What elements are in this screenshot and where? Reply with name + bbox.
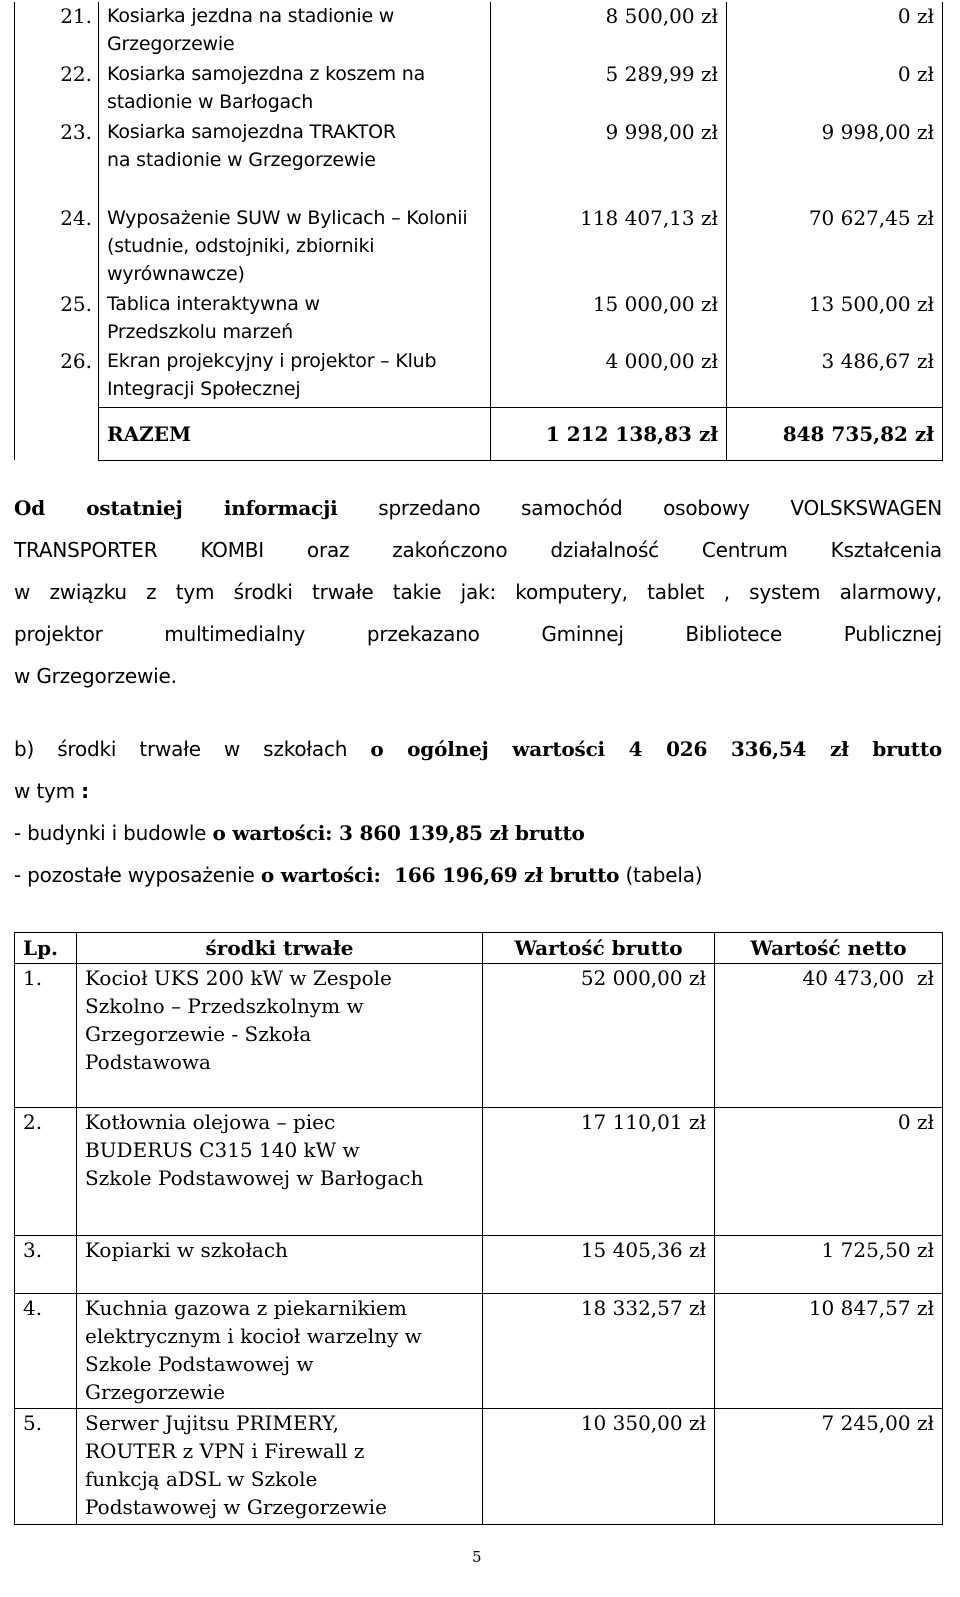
gross-value: 4 000,00 zł	[491, 347, 727, 407]
table-row	[15, 1409, 943, 1525]
total-blank-cell	[15, 407, 99, 460]
net-value: 40 473,00 zł	[715, 964, 943, 1108]
asset-name: Serwer Jujitsu PRIMERY, ROUTER z VPN i Firewall z funkcją aDSL w Szkole Podstawowej w Grzegorzewie	[77, 1409, 483, 1525]
summary-wtym-plain: w tym	[14, 779, 75, 803]
table-row	[15, 1294, 943, 1409]
total-gross: 1 212 138,83 zł	[491, 407, 727, 460]
gross-value: 8 500,00 zł	[491, 2, 727, 60]
gross-value: 18 332,57 zł	[483, 1294, 715, 1409]
net-value: 1 725,50 zł	[715, 1236, 943, 1294]
table-row	[15, 1236, 943, 1294]
gross-value: 52 000,00 zł	[483, 964, 715, 1108]
table-row	[15, 964, 943, 1108]
summary-wtym	[14, 770, 942, 812]
total-row	[15, 407, 943, 460]
table-row	[15, 347, 943, 407]
paragraph-line-2: TRANSPORTER KOMBI oraz zakończono działalność Centrum Kształcenia	[14, 538, 942, 562]
row-number: 24.	[15, 204, 99, 290]
gross-value: 5 289,99 zł	[491, 60, 727, 118]
summary-intro-plain: b) środki trwałe w szkołach	[14, 737, 348, 761]
asset-name: Kosiarka samojezdna TRAKTOR na stadionie w Grzegorzewie	[99, 118, 491, 204]
row-number: 3.	[15, 1236, 77, 1294]
summary-equipment-plain: - pozostałe wyposażenie	[14, 863, 255, 887]
net-value: 70 627,45 zł	[727, 204, 943, 290]
table-row	[15, 1108, 943, 1236]
asset-name: Kocioł UKS 200 kW w Zespole Szkolno – Przedszkolnym w Grzegorzewie - Szkoła Podstawowa	[77, 964, 483, 1108]
paragraph-line-1: sprzedano samochód osobowy VOLSKSWAGEN	[378, 496, 942, 520]
summary-equipment-value: o wartości: 166 196,69 zł brutto	[260, 863, 620, 887]
gross-value: 15 405,36 zł	[483, 1236, 715, 1294]
asset-name: Wyposażenie SUW w Bylicach – Kolonii (studnie, odstojniki, zbiorniki wyrównawcze)	[99, 204, 491, 290]
asset-name: Kotłownia olejowa – piec BUDERUS C315 140 kW w Szkole Podstawowej w Barłogach	[77, 1108, 483, 1236]
table-row	[15, 60, 943, 118]
sale-info-paragraph	[14, 487, 942, 697]
row-number: 25.	[15, 290, 99, 347]
header-lp: Lp.	[15, 933, 77, 964]
row-number: 1.	[15, 964, 77, 1108]
asset-name: Kosiarka jezdna na stadionie w Grzegorzewie	[99, 2, 491, 60]
net-value: 0 zł	[727, 2, 943, 60]
summary-equipment	[14, 854, 942, 896]
paragraph-line	[14, 487, 942, 529]
row-number: 23.	[15, 118, 99, 204]
summary-equipment-tail: (tabela)	[625, 863, 703, 887]
paragraph-line-4: projektor multimedialny przekazano Gminnej Bibliotece Publicznej	[14, 622, 942, 646]
asset-name: Kopiarki w szkołach	[77, 1236, 483, 1294]
paragraph-bold-lead: Od ostatniej informacji	[14, 496, 338, 520]
table-row	[15, 118, 943, 204]
gross-value: 15 000,00 zł	[491, 290, 727, 347]
assets-table-continued	[14, 2, 943, 461]
row-number: 2.	[15, 1108, 77, 1236]
summary-buildings	[14, 812, 942, 854]
asset-name: Ekran projekcyjny i projektor – Klub Integracji Społecznej	[99, 347, 491, 407]
gross-value: 17 110,01 zł	[483, 1108, 715, 1236]
summary-intro	[14, 728, 942, 770]
gross-value: 9 998,00 zł	[491, 118, 727, 204]
summary-buildings-value: o wartości: 3 860 139,85 zł brutto	[212, 821, 585, 845]
asset-name: Kosiarka samojezdna z koszem na stadionie w Barłogach	[99, 60, 491, 118]
gross-value: 10 350,00 zł	[483, 1409, 715, 1525]
gross-value: 118 407,13 zł	[491, 204, 727, 290]
net-value: 0 zł	[715, 1108, 943, 1236]
summary-total-value: o ogólnej wartości 4 026 336,54 zł brutto	[370, 737, 942, 761]
row-number: 5.	[15, 1409, 77, 1525]
net-value: 0 zł	[727, 60, 943, 118]
net-value: 10 847,57 zł	[715, 1294, 943, 1409]
total-label: RAZEM	[99, 407, 491, 460]
net-value: 7 245,00 zł	[715, 1409, 943, 1525]
row-number: 4.	[15, 1294, 77, 1409]
row-number: 21.	[15, 2, 99, 60]
page-number: 5	[472, 1548, 482, 1566]
net-value: 9 998,00 zł	[727, 118, 943, 204]
header-gross-value: Wartość brutto	[483, 933, 715, 964]
summary-wtym-colon: :	[81, 779, 89, 803]
asset-name: Tablica interaktywna w Przedszkolu marzeń	[99, 290, 491, 347]
row-number: 26.	[15, 347, 99, 407]
paragraph-line-5: w Grzegorzewie.	[14, 664, 177, 688]
asset-name: Kuchnia gazowa z piekarnikiem elektrycznym i kocioł warzelny w Szkole Podstawowej w Grzegorzewie	[77, 1294, 483, 1409]
school-assets-summary	[14, 728, 942, 896]
summary-buildings-plain: - budynki i budowle	[14, 821, 207, 845]
table-row	[15, 290, 943, 347]
paragraph-line-3: w związku z tym środki trwałe takie jak: komputery, tablet , system alarmowy,	[14, 580, 942, 604]
row-number: 22.	[15, 60, 99, 118]
net-value: 13 500,00 zł	[727, 290, 943, 347]
table-row	[15, 204, 943, 290]
table-header-row	[15, 933, 943, 964]
header-net-value: Wartość netto	[715, 933, 943, 964]
total-net: 848 735,82 zł	[727, 407, 943, 460]
net-value: 3 486,67 zł	[727, 347, 943, 407]
table-row	[15, 2, 943, 60]
header-asset-name: środki trwałe	[77, 933, 483, 964]
school-equipment-table	[14, 932, 943, 1525]
